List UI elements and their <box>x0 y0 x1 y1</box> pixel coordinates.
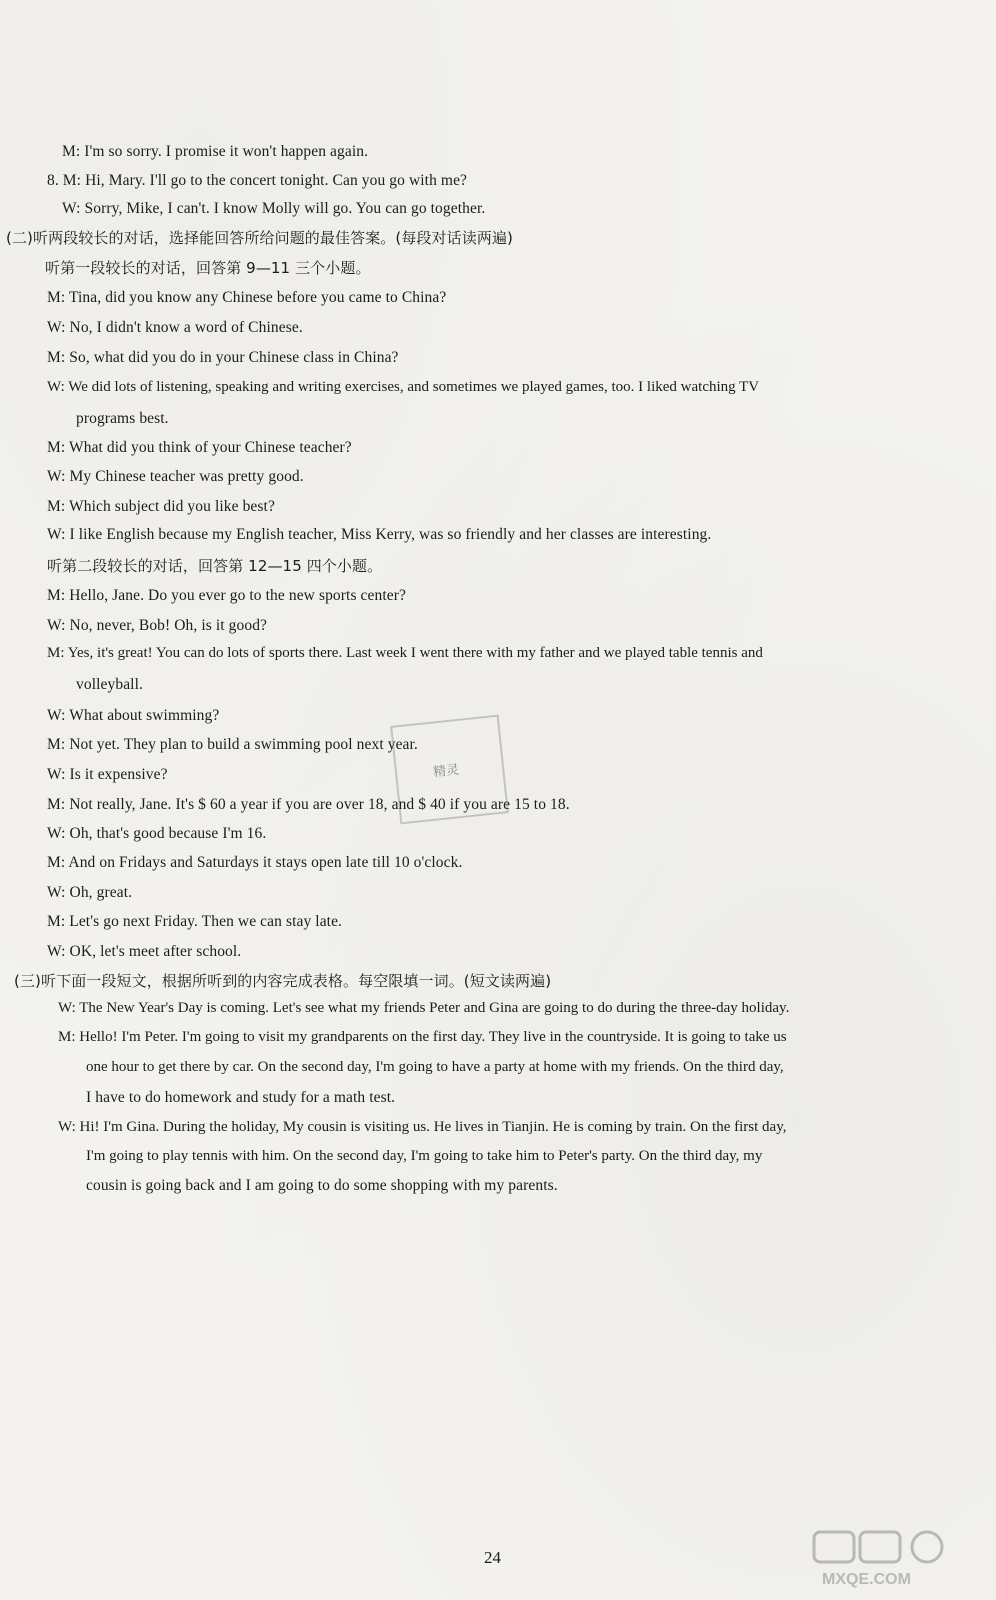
dialogue-line: M: Which subject did you like best? <box>47 498 275 515</box>
passage-line-continued: cousin is going back and I am going to do some shopping with my parents. <box>86 1177 558 1194</box>
instruction-line: 听第一段较长的对话，回答第 9—11 三个小题。 <box>45 259 371 277</box>
passage-line: W: The New Year's Day is coming. Let's see what my friends Peter and Gina are going to do during the three-day holiday. <box>58 1000 790 1016</box>
svg-text:MXQE.COM: MXQE.COM <box>822 1571 911 1588</box>
passage-line-continued: I'm going to play tennis with him. On the second day, I'm going to take him to Peter's party. On the third day, my <box>86 1148 763 1164</box>
dialogue-line: W: My Chinese teacher was pretty good. <box>47 468 304 485</box>
dialogue-line: M: Not really, Jane. It's $ 60 a year if you are over 18, and $ 40 if you are 15 to 18. <box>47 796 570 813</box>
dialogue-line: M: Hello, Jane. Do you ever go to the new sports center? <box>47 587 406 604</box>
dialogue-line: M: I'm so sorry. I promise it won't happen again. <box>62 143 369 160</box>
dialogue-line: M: Let's go next Friday. Then we can stay late. <box>47 913 343 930</box>
dialogue-line: W: OK, let's meet after school. <box>47 943 242 960</box>
dialogue-line: W: Is it expensive? <box>47 766 168 783</box>
passage-line-continued: one hour to get there by car. On the second day, I'm going to have a party at home with my friends. On the third day, <box>86 1059 784 1075</box>
dialogue-line: W: No, I didn't know a word of Chinese. <box>47 319 303 336</box>
passage-line: M: Hello! I'm Peter. I'm going to visit my grandparents on the first day. They live in the countryside. It is going to take us <box>58 1029 787 1045</box>
dialogue-line: M: Tina, did you know any Chinese before you came to China? <box>47 289 447 306</box>
dialogue-line: M: What did you think of your Chinese teacher? <box>47 439 352 456</box>
dialogue-line: M: Yes, it's great! You can do lots of sports there. Last week I went there with my father and we played table tennis and <box>47 645 763 661</box>
dialogue-line: W: Oh, great. <box>47 884 133 901</box>
section-heading-3: (三)听下面一段短文，根据所听到的内容完成表格。每空限填一词。(短文读两遍) <box>14 972 552 990</box>
passage-line: W: Hi! I'm Gina. During the holiday, My cousin is visiting us. He lives in Tianjin. He is coming by train. On the first day, <box>58 1119 787 1135</box>
dialogue-line: W: No, never, Bob! Oh, is it good? <box>47 617 268 634</box>
dialogue-line: W: Sorry, Mike, I can't. I know Molly will go. You can go together. <box>62 200 486 217</box>
dialogue-line: M: So, what did you do in your Chinese class in China? <box>47 349 399 366</box>
dialogue-line: W: We did lots of listening, speaking and writing exercises, and sometimes we played games, too. I liked watching TV <box>47 379 760 395</box>
dialogue-line-continued: programs best. <box>76 410 169 427</box>
stamp-text: 精灵 <box>432 762 460 781</box>
section-heading-2: (二)听两段较长的对话，选择能回答所给问题的最佳答案。(每段对话读两遍) <box>6 229 514 247</box>
passage-line-continued: I have to do homework and study for a math test. <box>86 1089 396 1106</box>
dialogue-line: W: What about swimming? <box>47 707 220 724</box>
dialogue-line: W: I like English because my English teacher, Miss Kerry, was so friendly and her classes are interesting. <box>47 526 712 543</box>
dialogue-line: M: And on Fridays and Saturdays it stays open late till 10 o'clock. <box>47 854 463 871</box>
watermark-logo-icon <box>812 1530 982 1588</box>
dialogue-line-continued: volleyball. <box>76 676 143 693</box>
question-8-line: 8. M: Hi, Mary. I'll go to the concert tonight. Can you go with me? <box>47 172 468 189</box>
page-number: 24 <box>484 1548 501 1567</box>
dialogue-line: W: Oh, that's good because I'm 16. <box>47 825 267 842</box>
instruction-line: 听第二段较长的对话，回答第 12—15 四个小题。 <box>47 557 383 575</box>
dialogue-line: M: Not yet. They plan to build a swimming pool next year. <box>47 736 418 753</box>
